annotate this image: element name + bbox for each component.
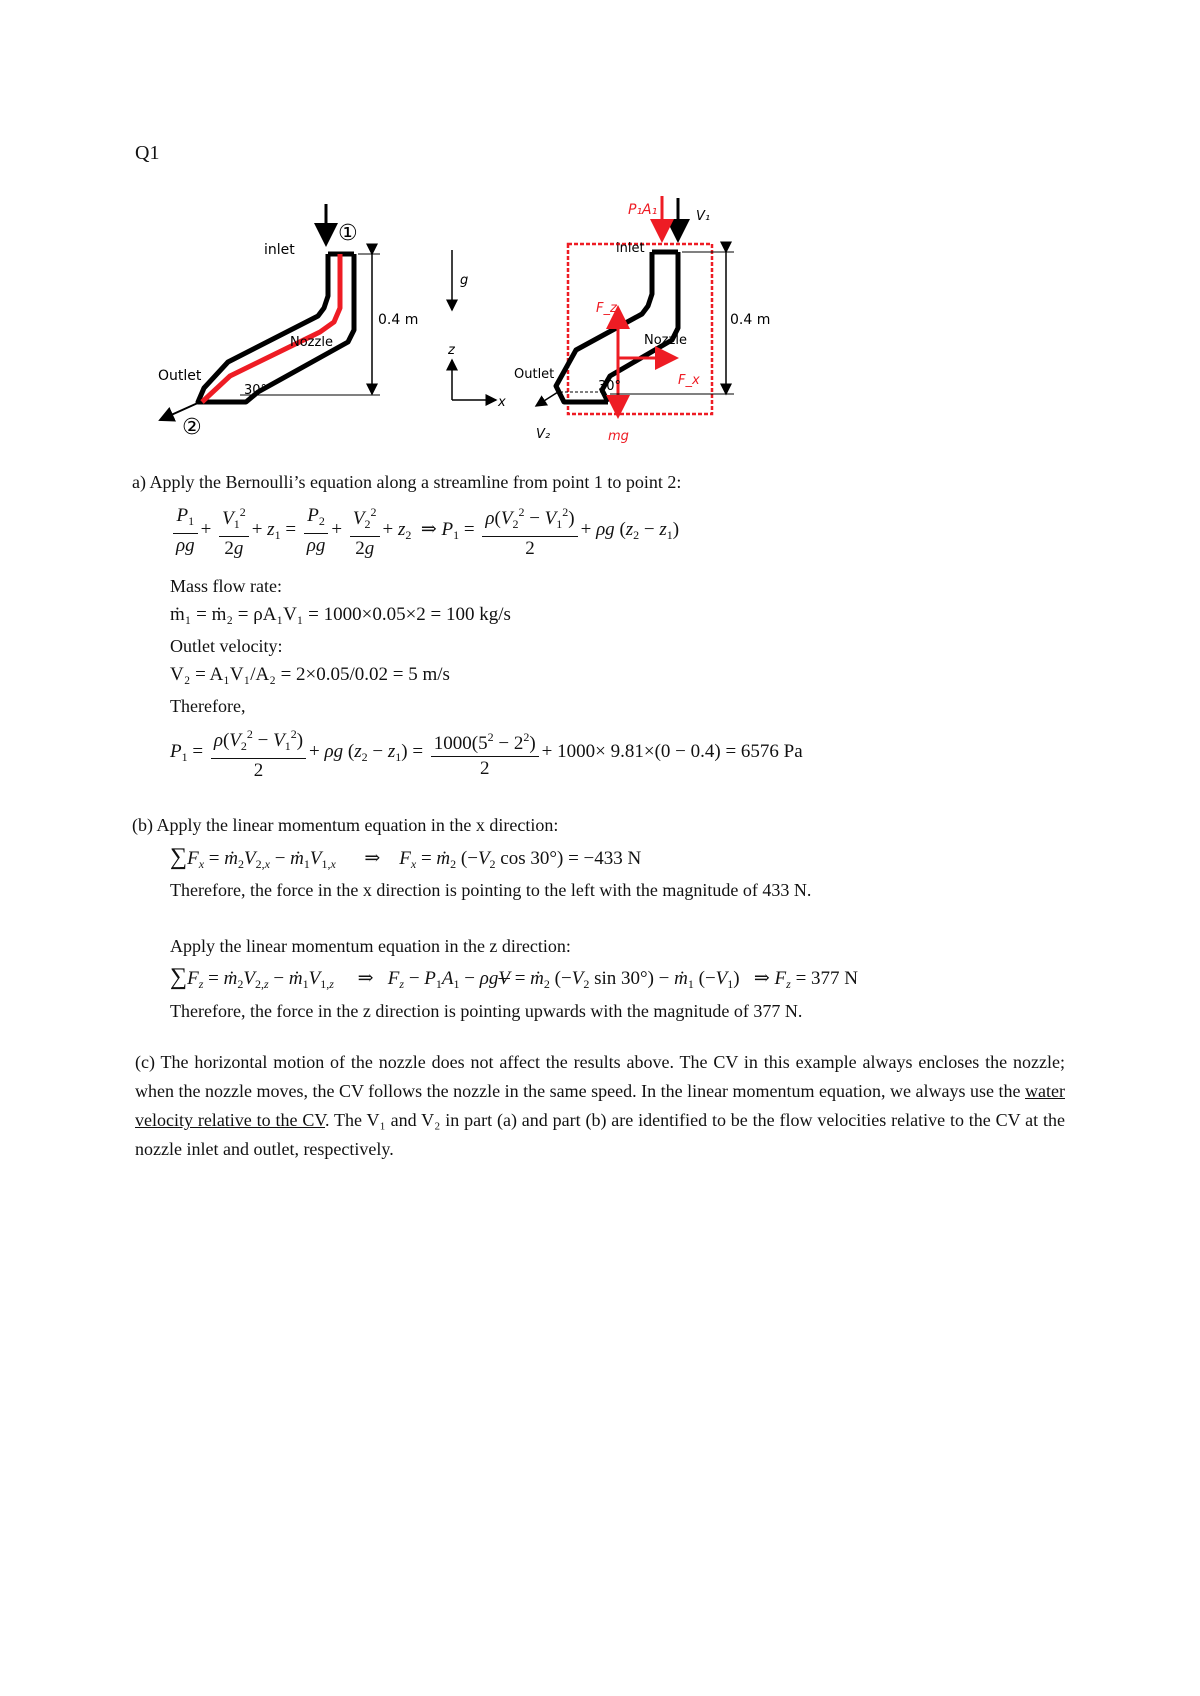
nozzle-diagram <box>140 190 800 460</box>
part-b-intro-z: Apply the linear momentum equation in the z direction: <box>170 936 571 956</box>
mass-flow-equation: ṁ₁ = ṁ₂ = ρA₁V₁ = 1000×0.05×2 = 100 kg/s <box>170 604 511 625</box>
z-axis-label: z <box>448 343 455 358</box>
fx-label: F_x <box>678 373 700 388</box>
mg-label: mg <box>608 429 629 444</box>
p1a1-label: P₁A₁ <box>628 202 658 218</box>
bernoulli-equation: $\frac{P_1}{\rho g}$ + $\frac{V_1^2}{2g}$ + $z_1$ = $\frac{P_2}{\rho g}$ + $\frac{V_2^2}{2g}$ + $z_2$ ⇒ $P_1$ = $\frac{\rho(V_2^2 - V_1^2)}{2}$ + ρg $(z_2 - z_1)$ <box>170 500 679 561</box>
part-c-text-2: . The V₁ and V₂ in part (a) and part (b) are identified to be the flow velocities relative to the CV at the nozzle inlet and outlet, respectively. <box>135 1110 1065 1159</box>
point-1-label: ① <box>338 221 358 246</box>
left-angle-label: 30° <box>244 383 268 398</box>
momentum-z-equation: $\sum F_z$ = $ṁ_2V_{2,z}$ − $ṁ_1V_{1,z}$ ⇒ $F_z - P_1A_1 - \rho gV$ = ṁ$_2$ ($-V_2$ sin 30°) − ṁ$_1$ $(-V_1)$ ⇒ $F_z = 377$ N <box>170 964 858 991</box>
force-z-result: = 377 N <box>795 968 858 989</box>
therefore-label: Therefore, <box>170 696 246 716</box>
left-outlet-label: Outlet <box>158 368 202 384</box>
question-label: Q1 <box>135 142 160 164</box>
right-outlet-label: Outlet <box>514 367 555 382</box>
outlet-velocity-equation: V₂ = A₁V₁/A₂ = 2×0.05/0.02 = 5 m/s <box>170 664 450 685</box>
axes <box>452 250 496 400</box>
right-inlet-label: inlet <box>616 241 645 256</box>
part-c-text-1: (c) The horizontal motion of the nozzle does not affect the results above. The CV in this example always encloses the nozzle; when the nozzle moves, the CV follows the nozzle in the same speed. In the linear momentum equation, we always use the <box>135 1052 1065 1101</box>
left-height-label: 0.4 m <box>378 312 419 328</box>
point-2-label: ② <box>182 415 202 440</box>
right-height-label: 0.4 m <box>730 312 771 328</box>
left-nozzle-label: Nozzle <box>290 335 333 350</box>
right-angle-label: 30° <box>598 379 622 394</box>
g-axis-label: g <box>460 273 469 288</box>
right-nozzle <box>536 196 734 416</box>
v2-label: V₂ <box>536 427 551 442</box>
part-a-intro: a) Apply the Bernoulli’s equation along a streamline from point 1 to point 2: <box>132 472 682 492</box>
v1-label: V₁ <box>696 209 711 224</box>
conclusion-x: Therefore, the force in the x direction is pointing to the left with the magnitude of 433 N. <box>170 880 812 900</box>
conclusion-z: Therefore, the force in the z direction is pointing upwards with the magnitude of 377 N. <box>170 1001 803 1021</box>
pressure-result-equation: $P_1$ = $\frac{\rho(V_2^2 - V_1^2)}{2}$ + ρg $(z_2 - z_1)$ = $\frac{1000(5^2 - 2^2)}{2}$ + 1000× 9.81×(0 − 0.4) = 6576 Pa <box>170 722 803 783</box>
force-x-result: = −433 N <box>568 848 642 869</box>
x-axis-label: x <box>498 395 506 410</box>
part-b-intro-x: (b) Apply the linear momentum equation in the x direction: <box>132 815 559 835</box>
part-c-underlined: water velocity relative to the CV <box>135 1081 1065 1130</box>
part-c-paragraph <box>135 1048 1065 1164</box>
mass-flow-label: Mass flow rate: <box>170 576 282 596</box>
left-inlet-label: inlet <box>264 242 295 258</box>
fz-label: F_z <box>596 301 617 316</box>
right-nozzle-label: Nozzle <box>644 333 687 348</box>
pressure-result: + 1000× 9.81×(0 − 0.4) = 6576 Pa <box>541 740 803 762</box>
momentum-x-equation: $\sum F_x$ = $ṁ_2V_{2,x}$ − $ṁ_1V_{1,x}$ ⇒ $F_x$ = ṁ$_2$ ($-V_2$ cos 30°) = −433 N <box>170 844 642 871</box>
outlet-velocity-label: Outlet velocity: <box>170 636 283 656</box>
